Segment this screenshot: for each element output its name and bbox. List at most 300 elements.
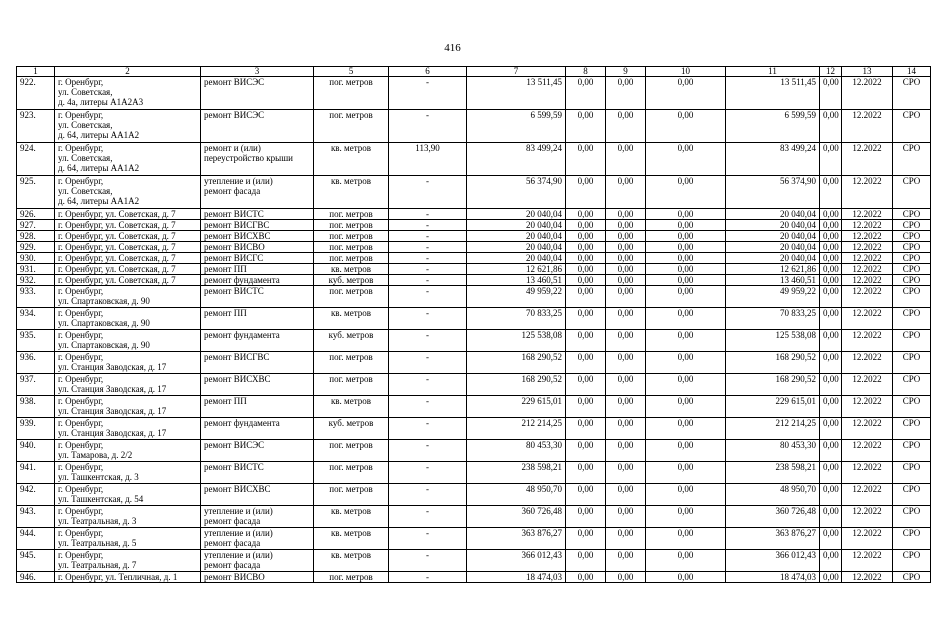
row-number: 937.	[17, 374, 55, 396]
work-type-cell-line: ремонт фасада	[204, 538, 261, 548]
address-cell-line: ул. Советская,	[58, 153, 113, 163]
total-cost-cell: 12 621,86	[467, 264, 566, 275]
cost-col8-cell: 0,00	[566, 264, 606, 275]
cost-col8-cell: 0,00	[566, 506, 606, 528]
work-type-cell-line: ремонт ПП	[204, 264, 247, 274]
unit-cell: кв. метров	[314, 264, 389, 275]
row-number: 922.	[17, 77, 55, 110]
work-type-cell	[201, 209, 314, 220]
deadline-cell: 12.2022	[842, 176, 893, 209]
address-cell-line: д. 64, литеры АА1А2	[58, 196, 140, 206]
work-type-cell-line: ремонт фундамента	[204, 330, 280, 340]
column-number-cell: 6	[389, 67, 467, 77]
address-cell-line: г. Оренбург,	[58, 330, 104, 340]
quantity-cell: -	[389, 242, 467, 253]
cost-col10-cell: 0,00	[646, 286, 726, 308]
row-number: 929.	[17, 242, 55, 253]
total-cost-cell: 49 959,22	[467, 286, 566, 308]
work-type-cell	[201, 440, 314, 462]
cost-col11-cell: 366 012,43	[726, 550, 820, 572]
work-type-cell-line: ремонт ВИСЭС	[204, 440, 265, 450]
cost-col10-cell: 0,00	[646, 528, 726, 550]
address-cell	[55, 176, 201, 209]
unit-cell: пог. метров	[314, 286, 389, 308]
table-row	[17, 286, 931, 308]
quantity-cell: -	[389, 176, 467, 209]
table-row	[17, 253, 931, 264]
quantity-cell: -	[389, 209, 467, 220]
cost-col11-cell: 168 290,52	[726, 374, 820, 396]
table-row	[17, 209, 931, 220]
unit-cell: пог. метров	[314, 242, 389, 253]
work-type-cell-line: ремонт фасада	[204, 516, 261, 526]
cost-col9-cell: 0,00	[606, 418, 646, 440]
column-number-cell: 8	[566, 67, 606, 77]
total-cost-cell: 20 040,04	[467, 220, 566, 231]
work-type-cell-line: ремонт ВИСХВС	[204, 484, 271, 494]
cost-col8-cell: 0,00	[566, 418, 606, 440]
table-row	[17, 418, 931, 440]
cost-col12-cell: 0,00	[820, 77, 842, 110]
work-type-cell	[201, 220, 314, 231]
cost-col11-cell: 6 599,59	[726, 110, 820, 143]
table-row	[17, 572, 931, 583]
deadline-cell: 12.2022	[842, 418, 893, 440]
address-cell-line: г. Оренбург,	[58, 506, 104, 516]
total-cost-cell: 125 538,08	[467, 330, 566, 352]
address-cell-line: ул. Станция Заводская, д. 17	[58, 428, 167, 438]
cost-col8-cell: 0,00	[566, 572, 606, 583]
deadline-cell: 12.2022	[842, 374, 893, 396]
address-cell-line: г. Оренбург, ул. Советская, д. 7	[58, 275, 176, 285]
address-cell-line: ул. Театральная, д. 5	[58, 538, 137, 548]
quantity-cell: -	[389, 396, 467, 418]
cost-col10-cell: 0,00	[646, 462, 726, 484]
table-row	[17, 264, 931, 275]
quantity-cell: -	[389, 77, 467, 110]
cost-col12-cell: 0,00	[820, 220, 842, 231]
address-cell-line: г. Оренбург,	[58, 484, 104, 494]
cost-col11-cell: 229 615,01	[726, 396, 820, 418]
address-cell-line: ул. Спартаковская, д. 90	[58, 318, 150, 328]
cost-col11-cell: 212 214,25	[726, 418, 820, 440]
unit-cell: кв. метров	[314, 396, 389, 418]
cost-col11-cell: 49 959,22	[726, 286, 820, 308]
row-number: 931.	[17, 264, 55, 275]
unit-cell: куб. метров	[314, 275, 389, 286]
cost-col10-cell: 0,00	[646, 308, 726, 330]
deadline-cell: 12.2022	[842, 352, 893, 374]
cost-col11-cell: 80 453,30	[726, 440, 820, 462]
cost-col11-cell: 70 833,25	[726, 308, 820, 330]
address-cell-line: д. 64, литеры АА1А2	[58, 130, 140, 140]
cost-col11-cell: 56 374,90	[726, 176, 820, 209]
cost-col9-cell: 0,00	[606, 220, 646, 231]
cost-col10-cell: 0,00	[646, 506, 726, 528]
address-cell-line: ул. Спартаковская, д. 90	[58, 296, 150, 306]
address-cell-line: г. Оренбург,	[58, 286, 104, 296]
cost-col10-cell: 0,00	[646, 220, 726, 231]
cost-col9-cell: 0,00	[606, 396, 646, 418]
total-cost-cell: 20 040,04	[467, 209, 566, 220]
quantity-cell: -	[389, 572, 467, 583]
total-cost-cell: 48 950,70	[467, 484, 566, 506]
cost-col11-cell: 20 040,04	[726, 253, 820, 264]
address-cell-line: г. Оренбург,	[58, 374, 104, 384]
address-cell	[55, 484, 201, 506]
cost-col10-cell: 0,00	[646, 396, 726, 418]
cost-col11-cell: 13 460,51	[726, 275, 820, 286]
cost-col10-cell: 0,00	[646, 374, 726, 396]
work-type-cell	[201, 77, 314, 110]
cost-col8-cell: 0,00	[566, 374, 606, 396]
total-cost-cell: 20 040,04	[467, 231, 566, 242]
quantity-cell: -	[389, 374, 467, 396]
cost-col9-cell: 0,00	[606, 253, 646, 264]
funding-source-cell: СРО	[893, 308, 931, 330]
column-number-cell: 1	[17, 67, 55, 77]
address-cell-line: г. Оренбург,	[58, 77, 104, 87]
cost-col12-cell: 0,00	[820, 242, 842, 253]
total-cost-cell: 238 598,21	[467, 462, 566, 484]
cost-col10-cell: 0,00	[646, 572, 726, 583]
work-type-cell	[201, 506, 314, 528]
table-row	[17, 242, 931, 253]
unit-cell: пог. метров	[314, 220, 389, 231]
address-cell-line: ул. Советская,	[58, 87, 113, 97]
work-type-cell-line: утепление и (или)	[204, 506, 273, 516]
deadline-cell: 12.2022	[842, 396, 893, 418]
address-cell	[55, 286, 201, 308]
cost-col10-cell: 0,00	[646, 264, 726, 275]
table-row	[17, 176, 931, 209]
deadline-cell: 12.2022	[842, 308, 893, 330]
cost-col11-cell: 13 511,45	[726, 77, 820, 110]
cost-col8-cell: 0,00	[566, 330, 606, 352]
total-cost-cell: 13 460,51	[467, 275, 566, 286]
cost-col9-cell: 0,00	[606, 77, 646, 110]
cost-col9-cell: 0,00	[606, 286, 646, 308]
row-number: 945.	[17, 550, 55, 572]
cost-col12-cell: 0,00	[820, 231, 842, 242]
quantity-cell: -	[389, 528, 467, 550]
deadline-cell: 12.2022	[842, 330, 893, 352]
total-cost-cell: 229 615,01	[467, 396, 566, 418]
work-type-cell-line: ремонт фундамента	[204, 275, 280, 285]
total-cost-cell: 80 453,30	[467, 440, 566, 462]
repair-register-table	[16, 66, 931, 583]
table-row	[17, 352, 931, 374]
cost-col10-cell: 0,00	[646, 550, 726, 572]
cost-col8-cell: 0,00	[566, 286, 606, 308]
row-number: 925.	[17, 176, 55, 209]
funding-source-cell: СРО	[893, 275, 931, 286]
work-type-cell-line: ремонт и (или)	[204, 143, 261, 153]
work-type-cell-line: утепление и (или)	[204, 550, 273, 560]
funding-source-cell: СРО	[893, 143, 931, 176]
cost-col8-cell: 0,00	[566, 110, 606, 143]
address-cell-line: г. Оренбург,	[58, 462, 104, 472]
page-number: 416	[444, 42, 461, 54]
deadline-cell: 12.2022	[842, 528, 893, 550]
deadline-cell: 12.2022	[842, 220, 893, 231]
work-type-cell	[201, 253, 314, 264]
cost-col8-cell: 0,00	[566, 484, 606, 506]
total-cost-cell: 6 599,59	[467, 110, 566, 143]
cost-col10-cell: 0,00	[646, 418, 726, 440]
cost-col12-cell: 0,00	[820, 440, 842, 462]
cost-col8-cell: 0,00	[566, 242, 606, 253]
cost-col8-cell: 0,00	[566, 550, 606, 572]
table-row	[17, 396, 931, 418]
address-cell-line: г. Оренбург,	[58, 143, 104, 153]
row-number: 930.	[17, 253, 55, 264]
address-cell-line: ул. Станция Заводская, д. 17	[58, 406, 167, 416]
table-row	[17, 231, 931, 242]
cost-col12-cell: 0,00	[820, 330, 842, 352]
table-row	[17, 275, 931, 286]
cost-col8-cell: 0,00	[566, 308, 606, 330]
total-cost-cell: 212 214,25	[467, 418, 566, 440]
quantity-cell: -	[389, 462, 467, 484]
cost-col12-cell: 0,00	[820, 176, 842, 209]
address-cell	[55, 264, 201, 275]
cost-col12-cell: 0,00	[820, 352, 842, 374]
total-cost-cell: 56 374,90	[467, 176, 566, 209]
funding-source-cell: СРО	[893, 374, 931, 396]
unit-cell: кв. метров	[314, 143, 389, 176]
address-cell-line: г. Оренбург,	[58, 110, 104, 120]
cost-col12-cell: 0,00	[820, 550, 842, 572]
funding-source-cell: СРО	[893, 462, 931, 484]
unit-cell: кв. метров	[314, 528, 389, 550]
table-row	[17, 77, 931, 110]
address-cell-line: г. Оренбург,	[58, 550, 104, 560]
cost-col12-cell: 0,00	[820, 572, 842, 583]
address-cell	[55, 528, 201, 550]
funding-source-cell: СРО	[893, 231, 931, 242]
cost-col10-cell: 0,00	[646, 330, 726, 352]
cost-col12-cell: 0,00	[820, 484, 842, 506]
address-cell-line: г. Оренбург, ул. Советская, д. 7	[58, 264, 176, 274]
cost-col12-cell: 0,00	[820, 462, 842, 484]
row-number: 939.	[17, 418, 55, 440]
cost-col8-cell: 0,00	[566, 253, 606, 264]
address-cell-line: ул. Спартаковская, д. 90	[58, 340, 150, 350]
cost-col12-cell: 0,00	[820, 528, 842, 550]
funding-source-cell: СРО	[893, 176, 931, 209]
cost-col8-cell: 0,00	[566, 220, 606, 231]
quantity-cell: -	[389, 352, 467, 374]
work-type-cell	[201, 572, 314, 583]
table-row	[17, 506, 931, 528]
work-type-cell-line: ремонт ВИСТС	[204, 286, 264, 296]
address-cell-line: г. Оренбург,	[58, 396, 104, 406]
address-cell-line: ул. Советская,	[58, 120, 113, 130]
funding-source-cell: СРО	[893, 418, 931, 440]
deadline-cell: 12.2022	[842, 242, 893, 253]
address-cell-line: ул. Станция Заводская, д. 17	[58, 384, 167, 394]
work-type-cell-line: ремонт ВИСГВС	[204, 220, 270, 230]
unit-cell: пог. метров	[314, 77, 389, 110]
address-cell-line: ул. Театральная, д. 7	[58, 560, 137, 570]
deadline-cell: 12.2022	[842, 110, 893, 143]
unit-cell: куб. метров	[314, 418, 389, 440]
quantity-cell: -	[389, 253, 467, 264]
funding-source-cell: СРО	[893, 264, 931, 275]
table-row	[17, 528, 931, 550]
address-cell-line: г. Оренбург,	[58, 418, 104, 428]
address-cell	[55, 77, 201, 110]
work-type-cell	[201, 528, 314, 550]
address-cell-line: г. Оренбург, ул. Советская, д. 7	[58, 220, 176, 230]
work-type-cell-line: ремонт ВИСВО	[204, 572, 265, 582]
address-cell	[55, 242, 201, 253]
deadline-cell: 12.2022	[842, 275, 893, 286]
funding-source-cell: СРО	[893, 77, 931, 110]
work-type-cell-line: ремонт ВИСГС	[204, 253, 264, 263]
cost-col9-cell: 0,00	[606, 330, 646, 352]
cost-col12-cell: 0,00	[820, 110, 842, 143]
cost-col9-cell: 0,00	[606, 209, 646, 220]
unit-cell: пог. метров	[314, 352, 389, 374]
row-number: 938.	[17, 396, 55, 418]
funding-source-cell: СРО	[893, 572, 931, 583]
cost-col8-cell: 0,00	[566, 396, 606, 418]
unit-cell: пог. метров	[314, 572, 389, 583]
total-cost-cell: 13 511,45	[467, 77, 566, 110]
cost-col9-cell: 0,00	[606, 242, 646, 253]
work-type-cell-line: утепление и (или)	[204, 176, 273, 186]
total-cost-cell: 20 040,04	[467, 253, 566, 264]
quantity-cell: 113,90	[389, 143, 467, 176]
row-number: 933.	[17, 286, 55, 308]
deadline-cell: 12.2022	[842, 506, 893, 528]
work-type-cell-line: утепление и (или)	[204, 528, 273, 538]
address-cell-line: ул. Театральная, д. 3	[58, 516, 137, 526]
funding-source-cell: СРО	[893, 528, 931, 550]
address-cell-line: г. Оренбург, ул. Советская, д. 7	[58, 253, 176, 263]
address-cell-line: ул. Ташкентская, д. 54	[58, 494, 144, 504]
cost-col10-cell: 0,00	[646, 440, 726, 462]
address-cell	[55, 396, 201, 418]
cost-col11-cell: 360 726,48	[726, 506, 820, 528]
cost-col9-cell: 0,00	[606, 352, 646, 374]
work-type-cell	[201, 286, 314, 308]
cost-col9-cell: 0,00	[606, 275, 646, 286]
deadline-cell: 12.2022	[842, 209, 893, 220]
cost-col11-cell: 20 040,04	[726, 209, 820, 220]
address-cell-line: г. Оренбург,	[58, 528, 104, 538]
cost-col12-cell: 0,00	[820, 506, 842, 528]
cost-col9-cell: 0,00	[606, 550, 646, 572]
column-number-cell: 5	[314, 67, 389, 77]
table-row	[17, 484, 931, 506]
funding-source-cell: СРО	[893, 550, 931, 572]
quantity-cell: -	[389, 110, 467, 143]
address-cell	[55, 506, 201, 528]
deadline-cell: 12.2022	[842, 231, 893, 242]
address-cell-line: г. Оренбург,	[58, 176, 104, 186]
row-number: 934.	[17, 308, 55, 330]
address-cell	[55, 231, 201, 242]
work-type-cell	[201, 396, 314, 418]
work-type-cell-line: ремонт ВИСТС	[204, 462, 264, 472]
quantity-cell: -	[389, 440, 467, 462]
cost-col11-cell: 83 499,24	[726, 143, 820, 176]
work-type-cell	[201, 264, 314, 275]
quantity-cell: -	[389, 550, 467, 572]
cost-col9-cell: 0,00	[606, 374, 646, 396]
row-number: 927.	[17, 220, 55, 231]
funding-source-cell: СРО	[893, 352, 931, 374]
column-number-cell: 7	[467, 67, 566, 77]
cost-col8-cell: 0,00	[566, 275, 606, 286]
quantity-cell: -	[389, 418, 467, 440]
work-type-cell	[201, 275, 314, 286]
cost-col9-cell: 0,00	[606, 231, 646, 242]
cost-col10-cell: 0,00	[646, 77, 726, 110]
row-number: 943.	[17, 506, 55, 528]
address-cell-line: д. 4а, литеры А1А2А3	[58, 97, 144, 107]
table-row	[17, 330, 931, 352]
quantity-cell: -	[389, 264, 467, 275]
total-cost-cell: 20 040,04	[467, 242, 566, 253]
cost-col11-cell: 18 474,03	[726, 572, 820, 583]
cost-col10-cell: 0,00	[646, 231, 726, 242]
work-type-cell-line: ремонт ВИСТС	[204, 209, 264, 219]
cost-col10-cell: 0,00	[646, 176, 726, 209]
cost-col8-cell: 0,00	[566, 440, 606, 462]
total-cost-cell: 363 876,27	[467, 528, 566, 550]
cost-col12-cell: 0,00	[820, 286, 842, 308]
cost-col12-cell: 0,00	[820, 209, 842, 220]
unit-cell: пог. метров	[314, 462, 389, 484]
table-row	[17, 308, 931, 330]
row-number: 923.	[17, 110, 55, 143]
cost-col12-cell: 0,00	[820, 253, 842, 264]
address-cell-line: ул. Тамарова, д. 2/2	[58, 450, 133, 460]
funding-source-cell: СРО	[893, 330, 931, 352]
work-type-cell	[201, 143, 314, 176]
cost-col8-cell: 0,00	[566, 176, 606, 209]
address-cell	[55, 352, 201, 374]
cost-col12-cell: 0,00	[820, 396, 842, 418]
address-cell-line: г. Оренбург,	[58, 352, 104, 362]
table-row	[17, 110, 931, 143]
work-type-cell-line: ремонт ПП	[204, 396, 247, 406]
cost-col8-cell: 0,00	[566, 143, 606, 176]
row-number: 946.	[17, 572, 55, 583]
work-type-cell	[201, 176, 314, 209]
cost-col8-cell: 0,00	[566, 77, 606, 110]
column-number-cell: 9	[606, 67, 646, 77]
cost-col10-cell: 0,00	[646, 352, 726, 374]
address-cell	[55, 572, 201, 583]
work-type-cell-line: ремонт ВИСЭС	[204, 110, 265, 120]
row-number: 941.	[17, 462, 55, 484]
deadline-cell: 12.2022	[842, 77, 893, 110]
work-type-cell-line: ремонт ВИСВО	[204, 242, 265, 252]
cost-col11-cell: 238 598,21	[726, 462, 820, 484]
total-cost-cell: 366 012,43	[467, 550, 566, 572]
address-cell-line: г. Оренбург, ул. Советская, д. 7	[58, 209, 176, 219]
cost-col12-cell: 0,00	[820, 143, 842, 176]
cost-col8-cell: 0,00	[566, 231, 606, 242]
address-cell-line: ул. Советская,	[58, 186, 113, 196]
cost-col9-cell: 0,00	[606, 528, 646, 550]
funding-source-cell: СРО	[893, 253, 931, 264]
